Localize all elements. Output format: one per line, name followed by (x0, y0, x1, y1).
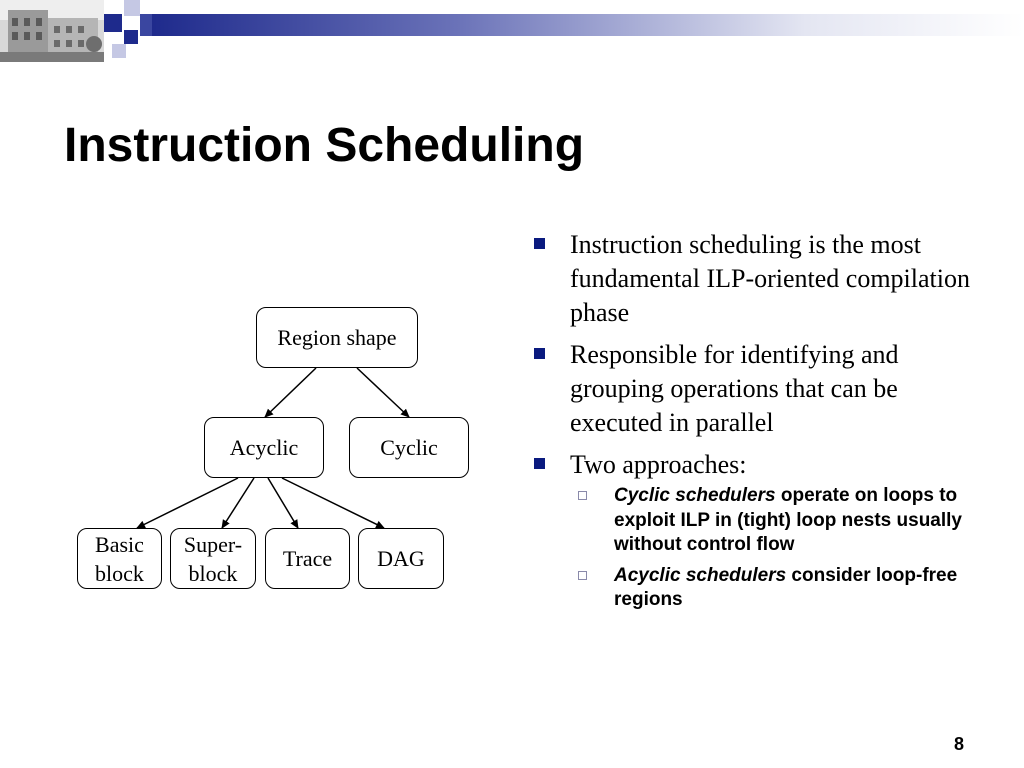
arrow-acyclic-to-basic-block (137, 478, 238, 528)
bullet-text: Two approaches: (570, 450, 747, 479)
arrow-acyclic-to-trace (268, 478, 298, 528)
sub-bullet-emphasis: Acyclic schedulers (614, 564, 787, 586)
node-basic-block-line2: block (95, 560, 144, 586)
bullet-list (532, 228, 982, 619)
page-number: 8 (953, 734, 964, 754)
node-region-shape: Region shape (256, 307, 418, 368)
arrow-root-to-cyclic (357, 368, 409, 417)
sub-bullet-item (570, 484, 982, 558)
node-acyclic: Acyclic (204, 417, 324, 478)
square-bullet-icon (534, 458, 545, 469)
arrow-acyclic-to-superblock (222, 478, 254, 528)
node-superblock-line1: Super- (183, 531, 243, 557)
node-dag: DAG (358, 528, 444, 589)
arrow-acyclic-to-dag (282, 478, 384, 528)
node-basic-block-line1: Basic (95, 531, 144, 557)
node-superblock-line2: block (188, 560, 238, 586)
square-bullet-icon (534, 238, 545, 249)
node-superblock (170, 528, 256, 589)
bullet-item (532, 228, 982, 330)
sub-bullet-text: consider loop-free regions (614, 564, 958, 610)
hollow-square-bullet-icon (578, 571, 587, 580)
sub-bullet-text: operate on loops to exploit ILP in (tight) loop nests usually without control flow (614, 485, 963, 555)
bullet-text: Responsible for identifying and grouping operations that can be executed in parallel (570, 340, 899, 437)
slide-title: Instruction Scheduling (64, 119, 585, 172)
bullet-item (532, 338, 982, 440)
square-bullet-icon (534, 348, 545, 359)
building-photo-icon (0, 0, 104, 62)
sub-bullet-emphasis: Cyclic schedulers (614, 485, 776, 506)
sub-bullet-item (570, 564, 982, 613)
header-banner (0, 0, 1024, 62)
hollow-square-bullet-icon (578, 491, 587, 500)
bullet-item (532, 448, 982, 482)
node-trace: Trace (265, 528, 350, 589)
node-basic-block (77, 528, 162, 589)
bullet-text: Instruction scheduling is the most fundamental ILP-oriented compilation phase (570, 230, 970, 327)
node-cyclic: Cyclic (349, 417, 469, 478)
arrow-root-to-acyclic (265, 368, 316, 417)
